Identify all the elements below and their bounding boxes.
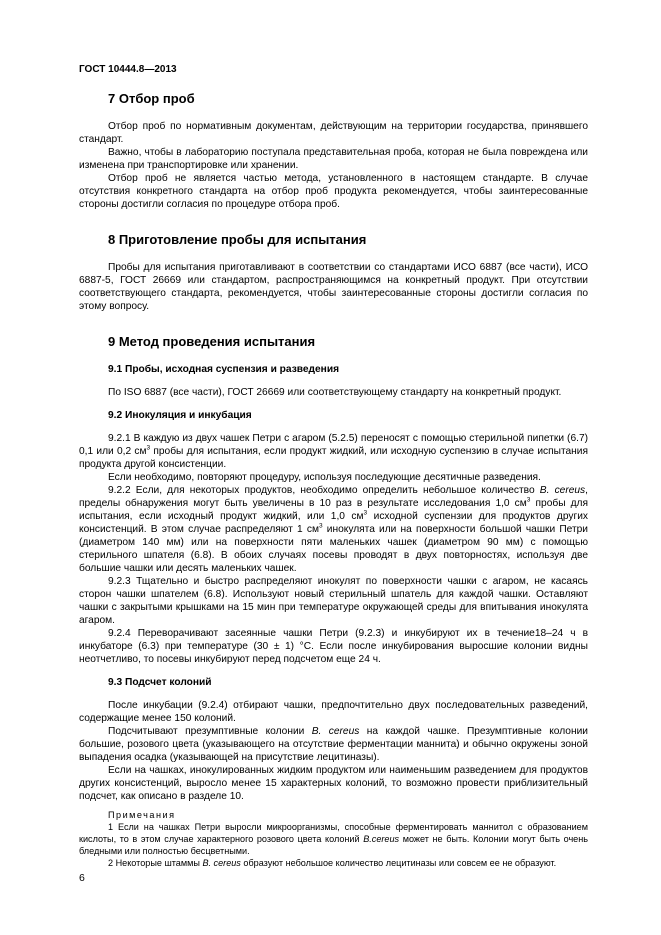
paragraph-9-2-1: 9.2.1 В каждую из двух чашек Петри с агаром (5.2.5) переносят с помощью стерильной пипетки (6.7) 0,1 или 0,2 $см^3$ пробы для испытания, если продукт жидкий, или исходную суспензию в случае испытания продукта другой консистенции. [79,433,588,470]
section-9-2-title: 9.2 Инокуляция и инкубация [108,410,252,421]
section-9-1-title: 9.1 Пробы, исходная суспензия и разведения [108,364,340,375]
paragraph-9-2-3: 9.2.3 Тщательно и быстро распределяют инокулят по поверхности чашки с агаром, не касаясь сторон чашки шпателем (6.8). Используют новый стерильный шпатель для каждой чашки. Оставляют чашки с закрытыми крышками на 15 мин при температуре окружающей среды для впитывания инокулята агаром. [79,576,588,626]
paragraph-9-2-4: 9.2.4 Переворачивают засеянные чашки Петри (9.2.3) и инкубируют их в течение18–24 ч в инкубаторе (6.3) при температуре (30 ± 1) °С. Если после инкубирования выросшие колонии видны неотчетливо, то посевы инкубируют перед подсчетом еще 24 ч. [79,628,588,665]
note-1: 1 Если на чашках Петри выросли микроорганизмы, способные ферментировать маннитол с образованием кислоты, то в этом случае характерного розового цвета колоний B.cereus может не быть. Колонии могут быть очень бледными или полностью бесцветными. [79,822,588,856]
section-7-paragraph-3: Отбор проб не является частью метода, установленного в настоящем стандарте. В случае отсутствия конкретного стандарта на отбор проб продукта рекомендуется, чтобы заинтересованные стороны достигли согласия по процедуре отбора проб. [79,173,588,210]
section-7-paragraph-2: Важно, чтобы в лабораторию поступала представительная проба, которая не была повреждена или изменена при транспортировке или хранении. [79,147,588,171]
running-header: ГОСТ 10444.8—2013 [79,64,177,75]
section-8-title: 8 Приготовление пробы для испытания [108,232,367,247]
notes-block [79,809,588,869]
paragraph-9-3-2: Подсчитывают презумптивные колонии B. cereus на каждой чашке. Презумптивные колонии большие, розового цвета (указывающего на отсутствие ферментации маннита) и обычно окружены зоной выпадения осадка (указывающей на присутствие лецитиназы). [79,726,588,763]
section-9-1-paragraph: По ISO 6887 (все части), ГОСТ 26669 или соответствующему стандарту на конкретный продукт. [108,387,562,398]
paragraph-9-2-2: 9.2.2 Если, для некоторых продуктов, необходимо определить небольшое количество B. cereus, пределы обнаружения могут быть увеличены в 10 раз в результате исследования 1,0 $см^3$ пробы для испытания, если исходный продукт жидкий, или 1,0 $см^3$ исходной суспензии для продуктов других консистенций. В этом случае распределяют 1 $см^3$ инокулята или на поверхности большой чашки Петри (диаметром 140 мм) или на поверхности пяти маленьких чашек (диаметром 90 мм) с помощью стерильного шпателя (6.8). В обоих случаях посевы проводят в двух повторностях, используя две большие чашки или десять маленьких чашек. [79,485,589,574]
paragraph-9-2-1-continued: Если необходимо, повторяют процедуру, используя последующие десятичные разведения. [108,472,541,483]
notes-title: Примечания [108,810,176,820]
note-2: 2 Некоторые штаммы B. cereus образуют небольшое количество лецитиназы или совсем ее не образуют. [108,858,557,868]
section-9-3-title: 9.3 Подсчет колоний [108,677,212,688]
section-7-paragraph-1: Отбор проб по нормативным документам, действующим на территории государства, принявшего стандарт. [79,121,588,145]
page-content [79,82,588,869]
paragraph-9-3-3: Если на чашках, инокулированных жидким продуктом или наименьшим разведением для продуктов других консистенций, выросло менее 15 характерных колоний, то возможно провести приблизительный подсчет, как описано в разделе 10. [79,765,588,802]
paragraph-9-3-1: После инкубации (9.2.4) отбирают чашки, предпочтительно двух последовательных разведений, содержащие менее 150 колоний. [79,700,588,724]
page-number: 6 [79,872,85,884]
section-8-paragraph-1: Пробы для испытания приготавливают в соответствии со стандартами ИСО 6887 (все части), ИСО 6887-5, ГОСТ 26669 или стандартом, распространяющимся на конкретный продукт. При отсутствии соответствующего стандарта, рекомендуется, чтобы заинтересованные стороны достигли согласия по этому вопросу. [79,262,588,312]
section-7-title: 7 Отбор проб [108,91,195,106]
section-9-title: 9 Метод проведения испытания [108,334,316,349]
